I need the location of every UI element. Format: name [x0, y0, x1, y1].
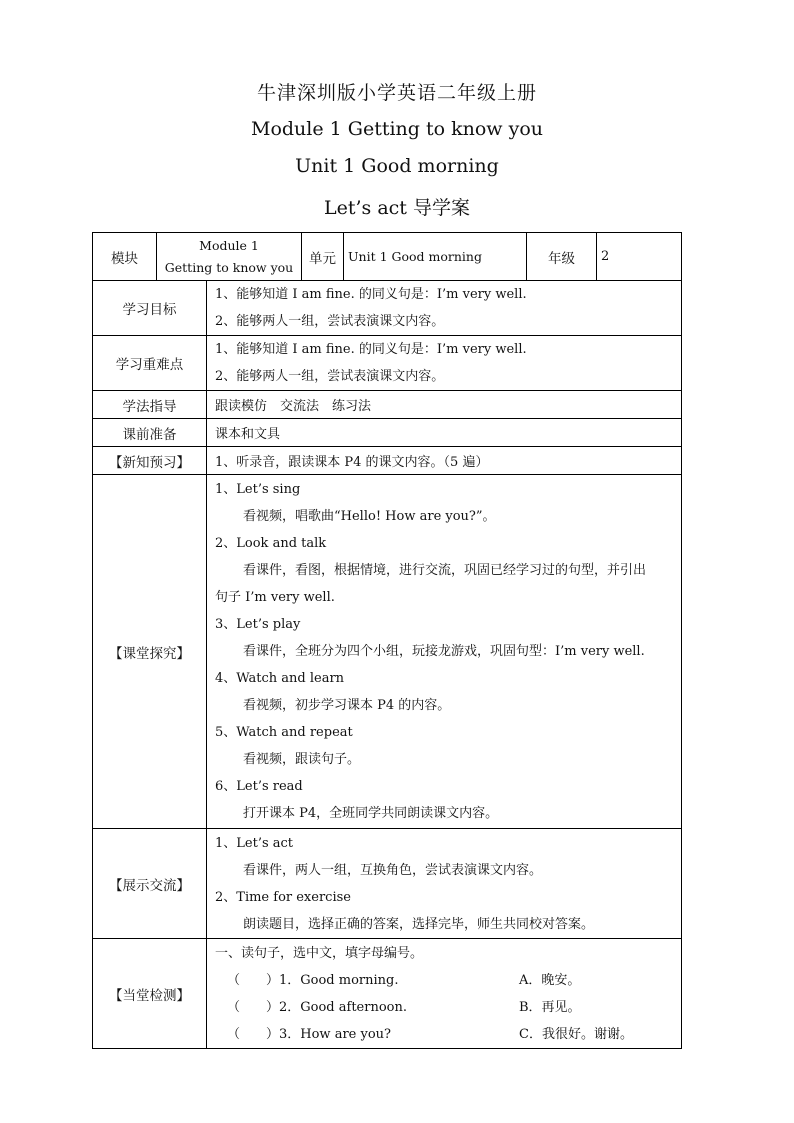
- unit-label: 单元: [302, 233, 344, 281]
- goals-label: 学习目标: [93, 281, 207, 336]
- prep-row: [93, 419, 682, 447]
- module-title: Module 1 Getting to know you: [250, 118, 543, 140]
- key-points-label: 学习重难点: [93, 336, 207, 391]
- explore-line: 3、Let’s play: [215, 617, 301, 632]
- show-row: [93, 829, 682, 939]
- quiz-item: [215, 1021, 673, 1048]
- explore-line: 看课件，看图，根据情境，进行交流，巩固已经学习过的句型，并引出: [243, 563, 647, 578]
- methods-content: 跟读模仿 交流法 练习法: [207, 391, 682, 419]
- quiz-option: B．再见。: [519, 999, 581, 1015]
- quiz-question: （ ）1．Good morning.: [227, 972, 399, 988]
- goals-content: 1、能够知道 I am fine. 的同义句是：I’m very well. 2、能够两人一组，尝试表演课文内容。: [207, 281, 682, 336]
- prep-content: 课本和文具: [207, 419, 682, 447]
- explore-label: 【课堂探究】: [93, 475, 207, 829]
- preview-label: 【新知预习】: [93, 447, 207, 475]
- explore-line: 看课件，全班分为四个小组，玩接龙游戏，巩固句型：I’m very well.: [243, 644, 645, 659]
- quiz-question: （ ）3．How are you?: [227, 1026, 391, 1042]
- check-content: [207, 939, 682, 1049]
- explore-line: 1、Let’s sing: [215, 482, 301, 497]
- grade-label: 年级: [527, 233, 597, 281]
- quiz-question: （ ）2．Good afternoon.: [227, 999, 407, 1015]
- explore-line: 2、Look and talk: [215, 536, 327, 551]
- explore-line: 打开课本 P4，全班同学共同朗读课文内容。: [243, 806, 499, 821]
- check-instruction: 一、读句子，选中文，填字母编号。: [215, 945, 424, 961]
- explore-row: [93, 475, 682, 829]
- grade-value: 2: [597, 233, 682, 281]
- explore-line: 看视频，唱歌曲“Hello! How are you?”。: [243, 509, 496, 524]
- explore-content: [207, 475, 682, 829]
- module-label: 模块: [93, 233, 157, 281]
- lesson-plan-table: [92, 232, 682, 1049]
- module-value: Module 1 Getting to know you: [157, 233, 302, 281]
- explore-line: 句子 I’m very well.: [215, 590, 335, 605]
- quiz-option: A．晚安。: [519, 972, 581, 988]
- unit-value: Unit 1 Good morning: [344, 233, 527, 281]
- preview-row: [93, 447, 682, 475]
- show-label: 【展示交流】: [93, 829, 207, 939]
- show-line: 2、Time for exercise: [215, 889, 351, 905]
- preview-content: 1、听录音，跟读课本 P4 的课文内容。（5 遍）: [207, 447, 682, 475]
- explore-line: 看视频，初步学习课本 P4 的内容。: [243, 698, 451, 713]
- unit-title: Unit 1 Good morning: [295, 155, 499, 177]
- lesson-title: Let’s act 导学案: [324, 197, 470, 219]
- show-line: 朗读题目，选择正确的答案，选择完毕，师生共同校对答案。: [243, 916, 595, 932]
- check-row: [93, 939, 682, 1049]
- show-content: [207, 829, 682, 939]
- doc-title: 牛津深圳版小学英语二年级上册: [256, 82, 537, 104]
- explore-line: 4、Watch and learn: [215, 671, 345, 686]
- explore-line: 看视频，跟读句子。: [243, 752, 361, 767]
- goals-row: [93, 281, 682, 336]
- quiz-option: C．我很好。谢谢。: [519, 1026, 633, 1042]
- show-line: 看课件，两人一组，互换角色，尝试表演课文内容。: [243, 862, 543, 878]
- check-label: 【当堂检测】: [93, 939, 207, 1049]
- quiz-item: [215, 994, 673, 1021]
- prep-label: 课前准备: [93, 419, 207, 447]
- header-row: [93, 233, 682, 281]
- explore-line: 6、Let’s read: [215, 779, 303, 794]
- show-line: 1、Let’s act: [215, 835, 294, 851]
- methods-label: 学法指导: [93, 391, 207, 419]
- key-points-content: 1、能够知道 I am fine. 的同义句是：I’m very well. 2、能够两人一组，尝试表演课文内容。: [207, 336, 682, 391]
- key-points-row: [93, 336, 682, 391]
- quiz-item: [215, 967, 673, 994]
- methods-row: [93, 391, 682, 419]
- explore-line: 5、Watch and repeat: [215, 725, 353, 740]
